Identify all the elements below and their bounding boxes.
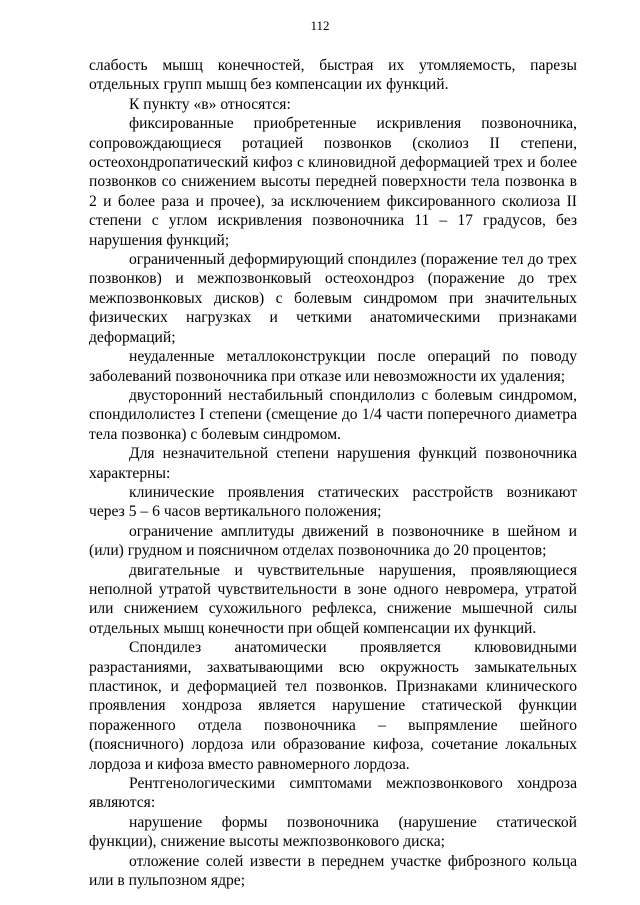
paragraph-12: Рентгенологическими симптомами межпозвонкового хондроза являются:: [89, 775, 577, 812]
document-body: [89, 56, 577, 890]
paragraph-7: Для незначительной степени нарушения функций позвоночника характерны:: [89, 445, 577, 482]
paragraph-13: нарушение формы позвоночника (нарушение статической функции), снижение высоты межпозвонкового диска;: [89, 813, 577, 851]
page-number: 112: [310, 18, 330, 33]
paragraph-8: клинические проявления статических расстройств возникают через 5 – 6 часов вертикального положения;: [89, 483, 577, 521]
paragraph-5: неудаленные металлоконструкции после операций по поводу заболеваний позвоночника при отказе или невозможности их удаления;: [89, 348, 577, 385]
paragraph-1: слабость мышц конечностей, быстрая их утомляемость, парезы отдельных групп мышц без компенсации их функций.: [89, 57, 577, 94]
paragraph-6: двусторонний нестабильный спондилолиз с болевым синдромом, спондилолистез I степени (смещение до 1/4 части поперечного диаметра тела позвонка) с болевым синдромом.: [89, 386, 577, 443]
paragraph-2: К пункту «в» относятся:: [129, 95, 291, 113]
paragraph-9: ограничение амплитуды движений в позвоночнике в шейном и (или) грудном и поясничном отделах позвоночника до 20 процентов;: [89, 522, 577, 560]
paragraph-11: Спондилез анатомически проявляется клювовидными разрастаниями, захватывающими всю окружность замыкательных пластинок, и деформацией тел позвонков. Признаками клинического проявления хондроза является нарушение статической функции пораженного отдела позвоночника – выпрямление шейного (поясничного) лордоза или образование кифоза, сочетание локальных лордоза и кифоза вместо равномерного лордоза.: [89, 639, 577, 773]
paragraph-4: ограниченный деформирующий спондилез (поражение тел до трех позвонков) и межпозвонковый остеохондроз (поражение до трех межпозвонковых дисков) с болевым синдромом при значительных физических нагрузках и четкими анатомическими признаками деформаций;: [89, 251, 577, 346]
paragraph-10: двигательные и чувствительные нарушения, проявляющиеся неполной утратой чувствительности в зоне одного невромера, утратой или снижением сухожильного рефлекса, снижение мышечной силы отдельных мышц конечности при общей компенсации их функций.: [89, 561, 577, 637]
paragraph-14: отложение солей извести в переднем участке фиброзного кольца или в пульпозном ядре;: [89, 852, 577, 890]
paragraph-3: фиксированные приобретенные искривления позвоночника, сопровождающиеся ротацией позвонков (сколиоз II степени, остеохондропатический кифоз с клиновидной деформацией трех и более позвонков со снижением высоты передней поверхности тела позвонка в 2 и более раза и прочее), за исключением фиксированного сколиоза II степени с углом искривления позвоночника 11 – 17 градусов, без нарушения функций;: [89, 115, 577, 249]
